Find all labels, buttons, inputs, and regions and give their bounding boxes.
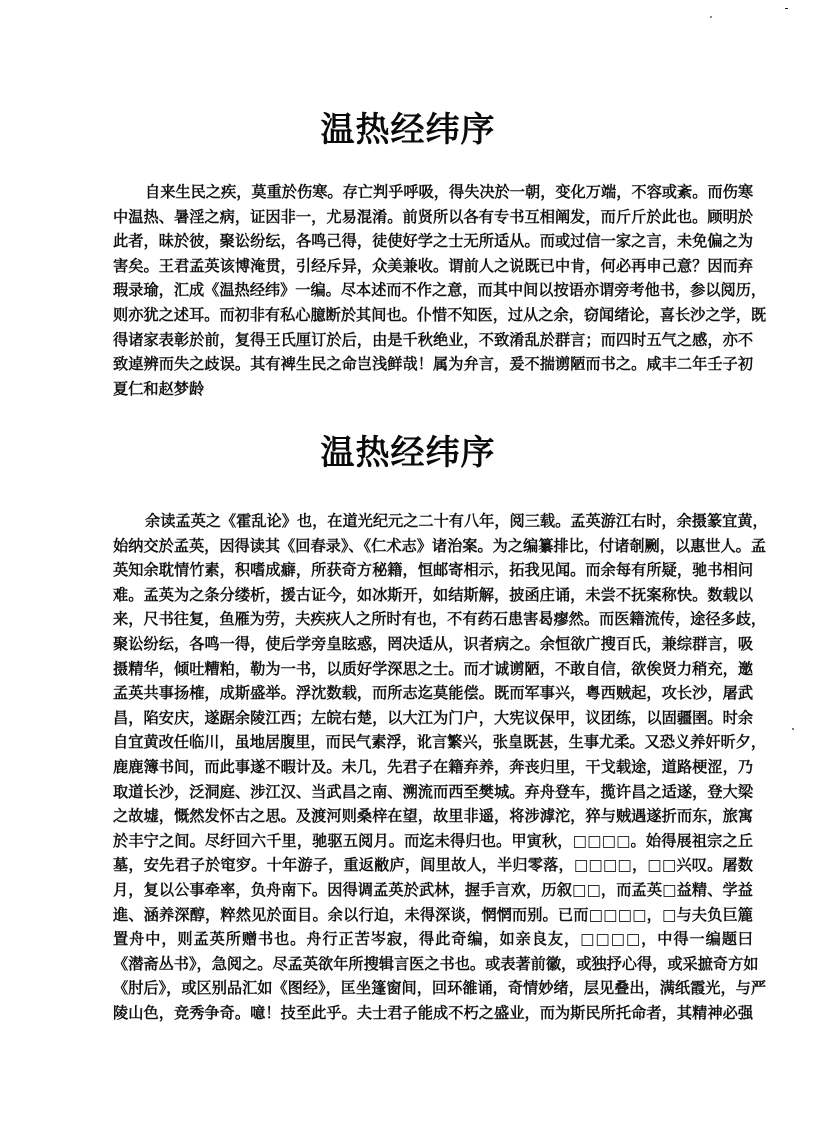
text-line: 中温热、暑淫之病，证因非一，尤易混淆。前贤所以各有专书互相阐发，而斤斤於此也。顾明於 — [113, 207, 753, 226]
text-line: 难。孟英为之条分缕析，援古证今，如冰斯开，如结斯解，披函庄诵，未尝不抚案称快。数载以 — [113, 585, 753, 604]
text-line: 始纳交於孟英，因得读其《回春录》、《仁术志》诸治案。为之编纂排比，付诸剞劂，以惠世人。孟 — [113, 536, 767, 555]
text-line: 置舟中，则孟英所赠书也。舟行正苦岑寂，得此奇编，如亲良友，□□□□，中得一编题曰 — [113, 930, 753, 949]
text-line: 昌，陷安庆，遂踞余陵江西；左皖右楚，以大江为门户，大宪议保甲，议团练，以固疆圉。时余 — [113, 708, 753, 727]
text-line: 墓，安先君子於窀穸。十年游子，重返敝庐，闾里故人，半归零落，□□□□，□□兴叹。屠数 — [113, 856, 753, 875]
text-line: 此者，昧於彼，聚讼纷纭，各鸣己得，徒使好学之士无所适从。而或过信一家之言，未免偏之为 — [113, 232, 753, 251]
text-line: 月，复以公事牵率，负舟南下。因得调孟英於武林，握手言欢，历叙□□，而孟英□益精、学益 — [113, 880, 753, 899]
text-line: 来，尺书往复，鱼雁为劳，夫疾疢人之所时有也，不有药石患害曷瘳然。而医籍流传，途径多歧， — [113, 610, 767, 629]
text-line: 自来生民之疾，莫重於伤寒。存亡判乎呼吸，得失决於一朝，变化万端，不容或紊。而伤寒 — [145, 183, 753, 201]
text-line: 致逴辨而失之歧误。其有裨生民之命岂浅鲜哉！属为弁言，爰不揣谫陋而书之。咸丰二年壬子初 — [113, 355, 753, 374]
text-line: 進、涵养深醇，粹然见於面目。余以行迫，未得深谈，惘惘而别。已而□□□□，□与夫负巨簏 — [113, 905, 753, 924]
scan-speck — [785, 8, 788, 9]
text-line: 於丰宁之间。尽纡回六千里，驰驱五阅月。而迄未得归也。甲寅秋，□□□□。始得展祖宗之丘 — [113, 831, 753, 850]
text-line: 则亦犹之述耳。而初非有私心臆断於其间也。仆惜不知医，过从之余，窃闻绪论，喜长沙之学，既 — [113, 305, 767, 324]
text-line: 得诸家表彰於前，复得王氏厘订於后，由是千秋绝业，不致淆乱於群言；而四时五气之感，亦不 — [113, 330, 753, 349]
text-line: 《肘后》，或区别品汇如《图经》，匡坐篷窗间，回环雒诵，奇情妙绪，层见叠出，满纸霞光，与严 — [113, 979, 767, 998]
text-line: 余读孟英之《霍乱论》也，在道光纪元之二十有八年，阅三载。孟英游江右时，余摄篆宜黄， — [145, 512, 768, 530]
text-line: 摄精华，倾吐糟粕，勒为一书，以质好学深思之士。而才诚谫陋，不敢自信，欲俟贤力稍充，邀 — [113, 659, 753, 678]
preface-paragraph-2 — [113, 509, 768, 1025]
scan-speck — [710, 16, 712, 18]
text-line: 孟英共事扬榷，成斯盛举。浮沈数载，而所志迄莫能偿。既而军事兴，粤西贼起，攻长沙，屠武 — [113, 684, 753, 703]
text-line: 鹿鹿簿书间，而此事遂不暇计及。未几，先君子在籍弃养，奔丧归里，干戈载途，道路梗涩，乃 — [113, 757, 753, 776]
signature-line: 夏仁和赵梦龄 — [113, 379, 205, 398]
text-line: 之故墟，慨然发怀古之思。及渡河则桑梓在望，故里非遥，将涉滹沱，猝与贼遇遂折而东，旅寓 — [113, 807, 753, 826]
text-line: 陵山色，竞秀争奇。噫！技至此乎。夫士君子能成不朽之盛业，而为斯民所托命者，其精神必强 — [113, 1003, 753, 1022]
text-line: 聚讼纷纭，各鸣一得，使后学旁皇眩惑，罔决适从，识者病之。余恒欲广搜百氏，兼综群言，吸 — [113, 634, 753, 653]
text-line: 取道长沙，泛洞庭、涉江汉、当武昌之南、溯流而西至樊城。弃舟登车，揽许昌之适遂，登大梁 — [113, 782, 753, 801]
preface-paragraph-1 — [113, 180, 767, 401]
scan-speck — [792, 728, 794, 730]
preface-title-1: 温热经纬序 — [320, 110, 496, 150]
text-line: 自宜黄改任临川，虽地居腹里，而民气素浮，讹言繁兴，张皇既甚，生事尤柔。又恐义养奸昕夕， — [113, 733, 767, 752]
preface-title-2: 温热经纬序 — [320, 433, 496, 473]
text-line: 瑕录瑜，汇成《温热经纬》一编。尽本述而不作之意，而其中间以按语亦谓旁考他书，参以阅历， — [113, 281, 767, 300]
text-line: 《潜斋丛书》，急阅之。尽孟英欲年所搜辑言医之书也。或表著前徽，或独抒心得，或采摭奇方如 — [113, 954, 759, 973]
text-line: 害矣。王君孟英该博淹贯，引经斥异，众美兼收。谓前人之说既已中肯，何必再申己意？因而弃 — [113, 256, 753, 275]
text-line: 英知余耽情竹素，积嗜成癖，所获奇方秘籍，恒邮寄相示，拓我见闻。而余每有所疑，驰书相问 — [113, 561, 753, 580]
